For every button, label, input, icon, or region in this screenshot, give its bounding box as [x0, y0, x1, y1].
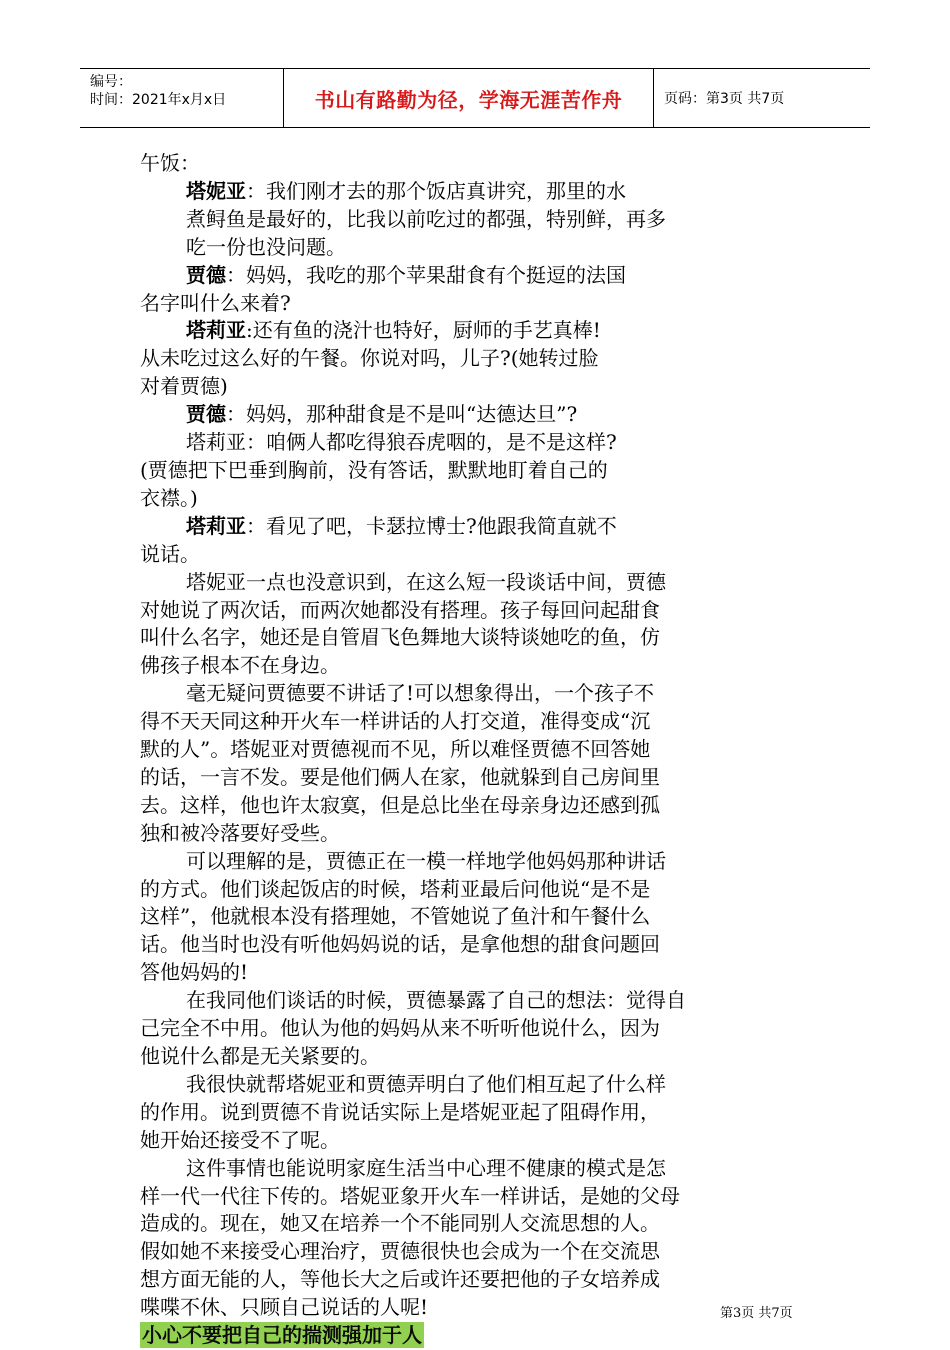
section-heading-line [140, 1322, 765, 1350]
text-line: 在我同他们谈话的时候，贾德暴露了自己的想法：觉得自 [186, 988, 686, 1013]
dialogue-line [140, 178, 765, 206]
text-line: 假如她不来接受心理治疗，贾德很快也会成为一个在交流思 [140, 1239, 660, 1264]
text-line: 话。他当时也没有听他妈妈说的话，是拿他想的甜食问题回 [140, 932, 660, 957]
text-line: 的方式。他们谈起饭店的时候，塔莉亚最后问他说“是不是 [140, 876, 651, 901]
text-line: 她开始还接受不了呢。 [140, 1127, 340, 1152]
header-motto: 书山有路勤为径，学海无涯苦作舟 [314, 87, 623, 112]
text-line: 这样”，他就根本没有搭理她，不管她说了鱼汁和午餐什么 [140, 904, 651, 929]
dialogue-text: ：妈妈，那种甜食是不是叫“达德达旦”? [226, 402, 578, 427]
text-line: 塔莉亚：咱俩人都吃得狼吞虎咽的，是不是这样? [186, 430, 617, 455]
header-page-code: 页码：第3页 共7页 [664, 91, 785, 107]
text-line: 的话，一言不发。要是他们俩人在家，他就躲到自己房间里 [140, 764, 660, 789]
text-line: 名字叫什么来着? [140, 290, 291, 315]
speaker-name: 塔莉亚 [186, 513, 246, 538]
text-line: 造成的。现在，她又在培养一个不能同别人交流思想的人。 [140, 1211, 660, 1236]
text-line: 毫无疑问贾德要不讲话了!可以想象得出，一个孩子不 [186, 681, 655, 706]
dialogue-text: ：妈妈，我吃的那个苹果甜食有个挺逗的法国 [226, 262, 626, 287]
text-line: 说话。 [140, 541, 200, 566]
text-line: 煮鲟鱼是最好的，比我以前吃过的都强，特别鲜，再多 [186, 206, 666, 231]
text-line: 从未吃过这么好的午餐。你说对吗，儿子?(她转过脸 [140, 346, 599, 371]
text-line: 答他妈妈的! [140, 960, 249, 985]
dialogue-line [140, 401, 765, 429]
text-line: 佛孩子根本不在身边。 [140, 653, 340, 678]
header-page-code-cell [654, 69, 870, 127]
text-line: 己完全不中用。他认为他的妈妈从来不听听他说什么，因为 [140, 1016, 660, 1041]
header-motto-cell [284, 69, 654, 127]
dialogue-line [140, 317, 765, 345]
text-line: 对着贾德) [140, 374, 228, 399]
speaker-name: 塔莉亚 [186, 318, 246, 343]
speaker-name: 贾德 [186, 262, 226, 287]
text-line: 默的人”。塔妮亚对贾德视而不见，所以难怪贾德不回答她 [140, 737, 651, 762]
text-line: 塔妮亚一点也没意识到，在这么短一段谈话中间，贾德 [186, 569, 666, 594]
text-line: 独和被冷落要好受些。 [140, 820, 340, 845]
text-line: 吃一份也没问题。 [186, 234, 346, 259]
dialogue-line [140, 513, 765, 541]
page-footer: 第3页 共7页 [720, 1306, 793, 1321]
header-meta [80, 69, 284, 127]
document-body [140, 150, 765, 1350]
text-line: 叫什么名字，她还是自管眉飞色舞地大谈特谈她吃的鱼，仿 [140, 625, 660, 650]
text-line: 衣襟。) [140, 485, 198, 510]
text-line: 想方面无能的人，等他长大之后或许还要把他的子女培养成 [140, 1267, 660, 1292]
text-line: 我很快就帮塔妮亚和贾德弄明白了他们相互起了什么样 [186, 1071, 666, 1096]
document-number-label: 编号： [90, 74, 132, 90]
speaker-name: 塔妮亚 [186, 178, 246, 203]
page-header [80, 68, 870, 128]
text-line: 去。这样，他也许太寂寞，但是总比坐在母亲身边还感到孤 [140, 792, 660, 817]
dialogue-text: ：我们刚才去的那个饭店真讲究，那里的水 [246, 178, 626, 203]
text-line: 可以理解的是，贾德正在一模一样地学他妈妈那种讲话 [186, 848, 666, 873]
text-line: 他说什么都是无关紧要的。 [140, 1044, 380, 1068]
dialogue-text: ：看见了吧，卡瑟拉博士?他跟我简直就不 [246, 513, 617, 538]
text-line: 这件事情也能说明家庭生活当中心理不健康的模式是怎 [186, 1155, 666, 1180]
text-line: 午饭： [140, 151, 200, 175]
text-line: 喋喋不休、只顾自己说话的人呢! [140, 1295, 429, 1320]
text-line: 对她说了两次话，而两次她都没有搭理。孩子每回问起甜食 [140, 597, 660, 622]
text-line: 样一代一代往下传的。塔妮亚象开火车一样讲话，是她的父母 [140, 1183, 680, 1208]
text-line: 得不天天同这种开火车一样讲话的人打交道，准得变成“沉 [140, 709, 651, 734]
dialogue-line [140, 262, 765, 290]
document-date-label: 时间：2021年x月x日 [90, 92, 227, 108]
section-heading: 小心不要把自己的揣测强加于人 [142, 1323, 422, 1348]
text-line: (贾德把下巴垂到胸前，没有答话，默默地盯着自己的 [140, 457, 608, 482]
dialogue-text: :还有鱼的浇汁也特好，厨师的手艺真棒! [246, 318, 601, 343]
text-line: 的作用。说到贾德不肯说话实际上是塔妮亚起了阻碍作用， [140, 1099, 660, 1124]
speaker-name: 贾德 [186, 402, 226, 427]
